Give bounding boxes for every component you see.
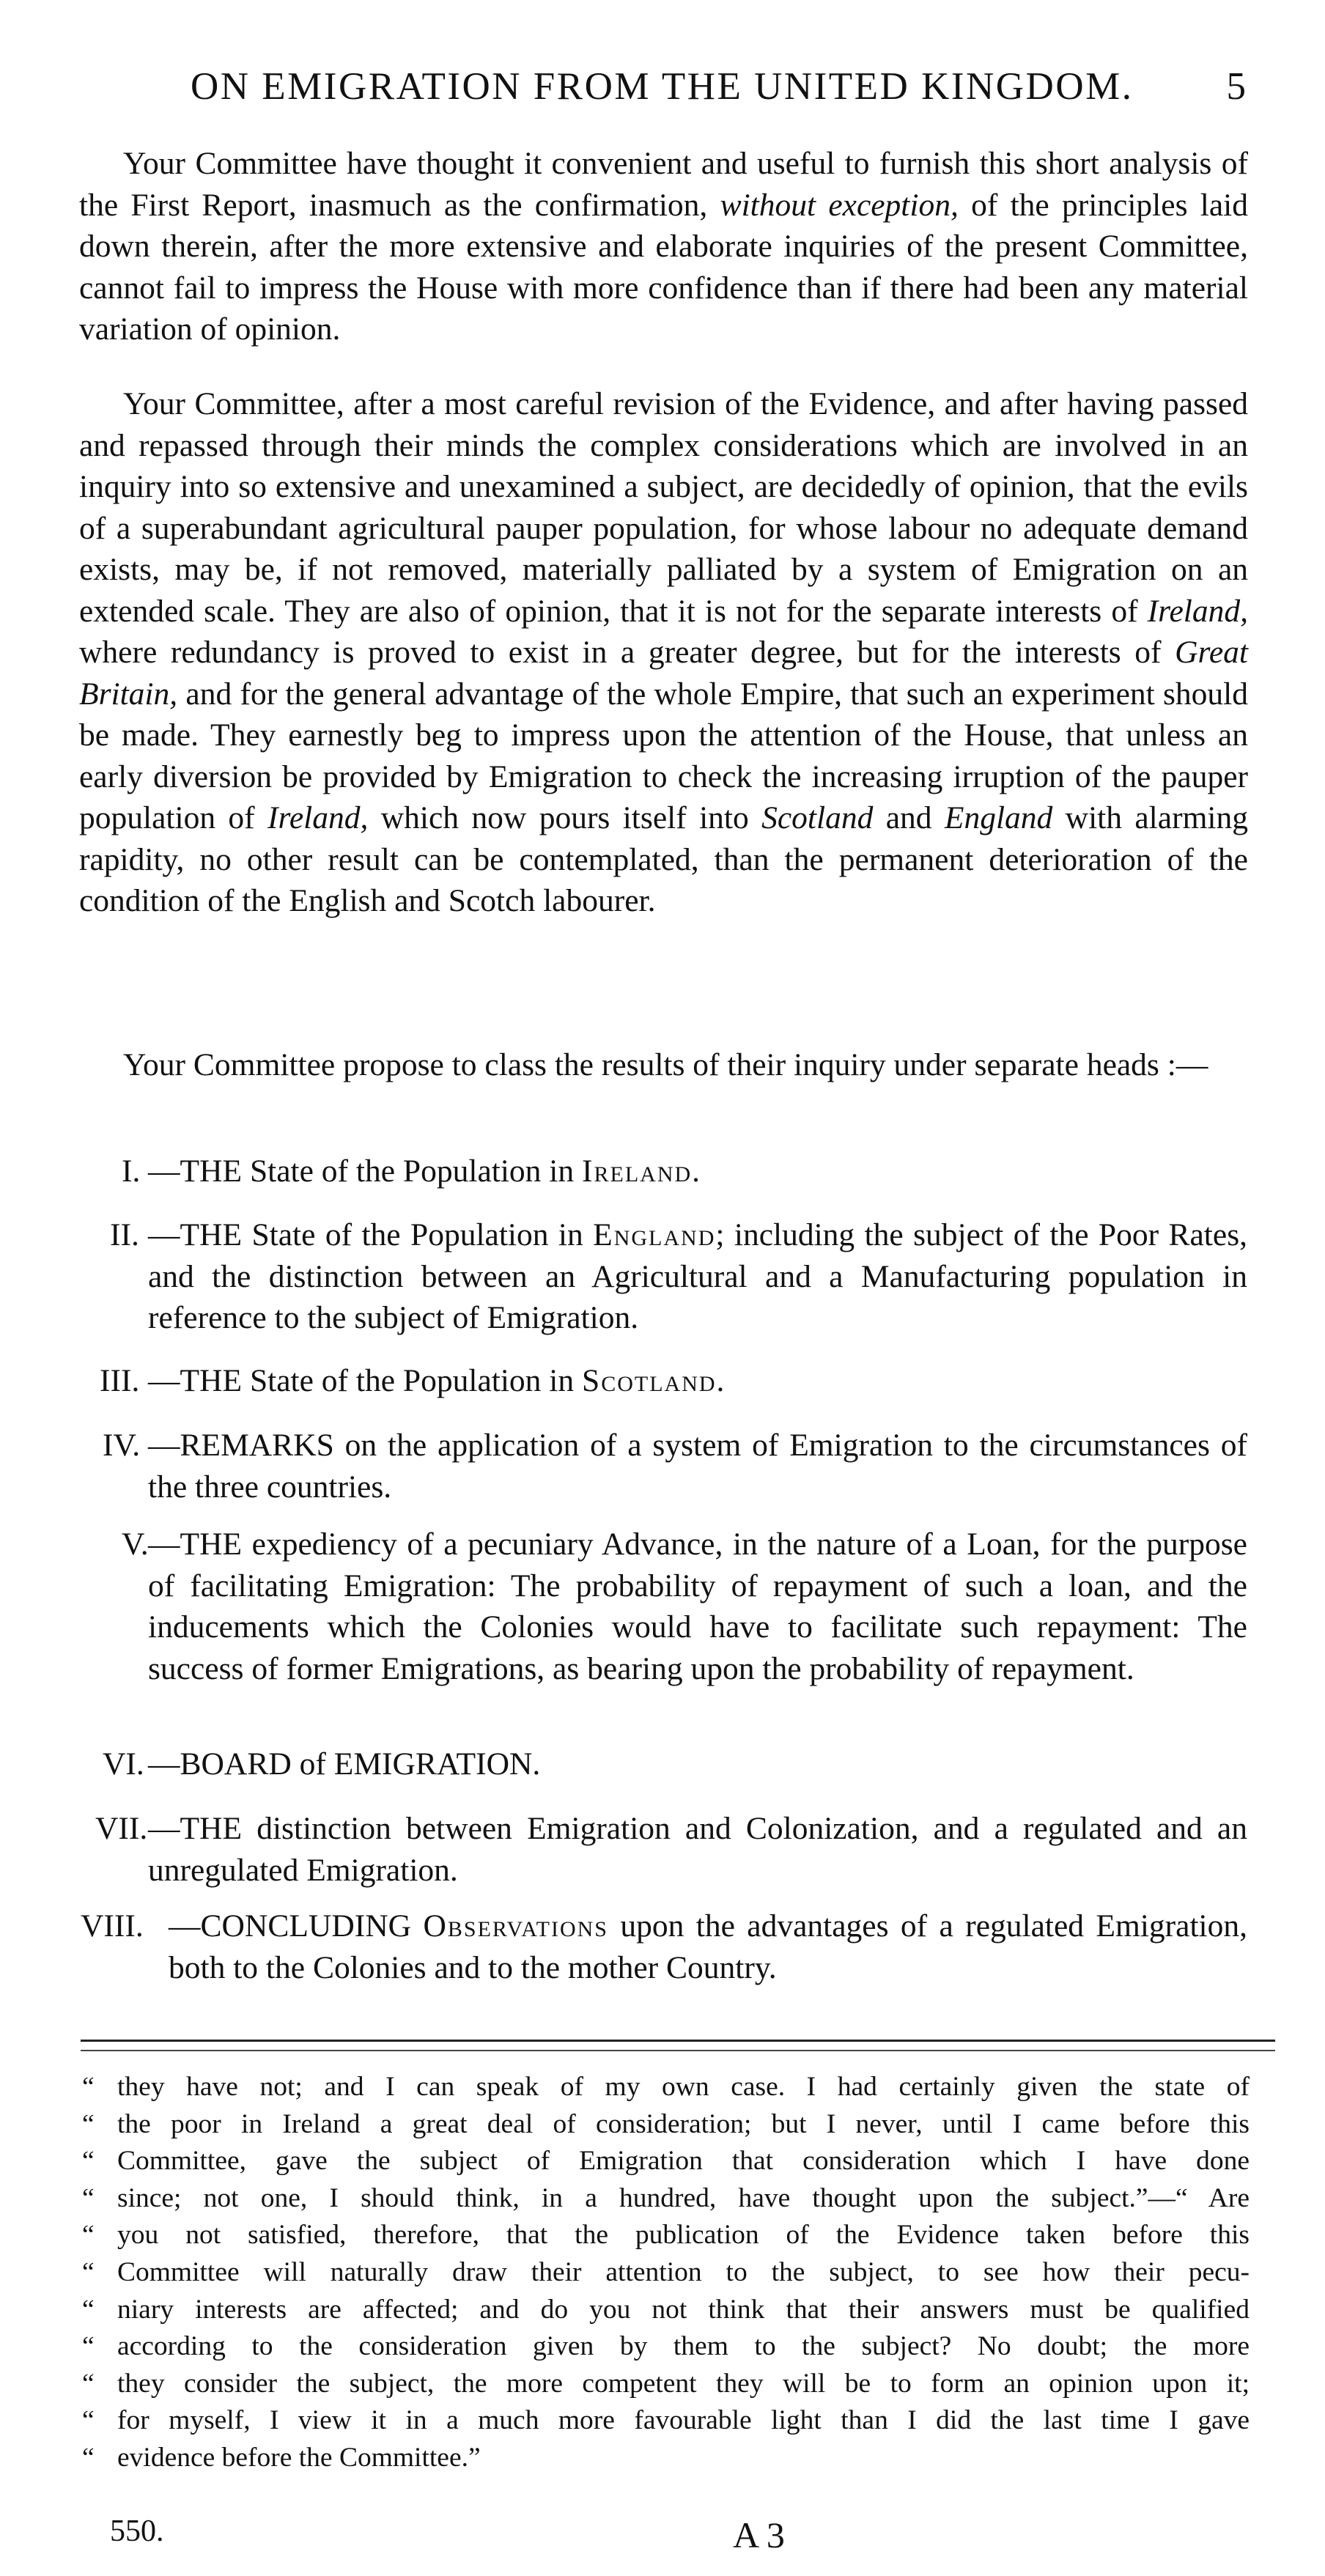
head-lead: —THE (148, 1217, 243, 1252)
head-tail: . (716, 1363, 725, 1398)
footnote-rule (81, 2040, 1275, 2042)
head-numeral: I. (122, 1154, 141, 1189)
footnote-line: “ evidence before the Committee.” (82, 2442, 481, 2473)
head-text (148, 1743, 1247, 1785)
head-body: State of the Population in (242, 1154, 583, 1189)
head-numeral: III. (100, 1363, 140, 1398)
footnote-line: “ for myself, I view it in a much more favourable light than I did the last time I gave (82, 2405, 1250, 2436)
footnote-line: “ they consider the subject, the more competent they will be to form an opinion upon it; (82, 2368, 1250, 2399)
opinion-text-and: and (873, 800, 945, 835)
head-text (119, 1905, 1247, 1988)
head-tail: ; including the subject of the Poor Rates, and the distinction between an Agricultural and a Manufacturing population in reference to the subject of Emigration. (148, 1217, 1248, 1335)
head-body: of EMIGRATION. (291, 1746, 541, 1782)
paragraph-analysis (79, 143, 1248, 350)
signature-mark: A 3 (733, 2514, 785, 2555)
footnote-line: “ niary interests are affected; and do you not think that their answers must be qualified (82, 2294, 1250, 2325)
head-numeral: II. (110, 1217, 139, 1252)
italic-phrase: without exception, (720, 187, 959, 223)
paragraph-analysis-text: Your Committee have thought it convenient and useful to furnish this short analysis of the First Report, inasmuch as the confirmation, (79, 146, 1248, 223)
footnote-line: “ the poor in Ireland a great deal of consideration; but I never, until I came before this (82, 2108, 1250, 2139)
italic-scotland: Scotland (761, 800, 874, 835)
head-text (78, 1524, 1247, 1689)
head-body: on the application of a system of Emigration to the circumstances of the three countries. (148, 1428, 1247, 1505)
head-tail: . (692, 1154, 701, 1189)
heads-intro-text: Your Committee propose to class the results of their inquiry under separate heads :— (123, 1047, 1208, 1082)
printer-signature: 550. (110, 2514, 164, 2548)
italic-england: England (944, 800, 1053, 835)
opinion-text-2: where redundancy is proved to exist in a greater degree, but for the interests of (79, 635, 1175, 670)
opinion-text-1: Your Committee, after a most careful revision of the Evidence, and after having passed and repassed through their minds the complex considerations which are involved in an inquiry into so extensive and unexamined a subject, are decidedly of opinion, that the evils of a superabundant agricultural pauper population, for whose labour no adequate demand exists, may be, if not removed, materially palliated by a system of Emigration on an extended scale. They are also of opinion, that it is not for the separate interests of (79, 386, 1248, 629)
head-text (148, 1151, 1247, 1192)
head-lead: —REMARKS (148, 1428, 334, 1463)
footnote-line: “ you not satisfied, therefore, that the publication of the Evidence taken before this (82, 2220, 1250, 2251)
head-tail: upon the advantages of a regulated Emigration, both to the Colonies and to the mother Country. (169, 1908, 1248, 1985)
footnote (82, 2069, 1250, 2477)
head-small-caps: England (593, 1217, 716, 1252)
paragraph-opinion (79, 383, 1248, 922)
head-body (411, 1908, 423, 1944)
italic-ireland: Ireland, (1147, 593, 1248, 629)
head-numeral: V. (122, 1527, 149, 1562)
italic-great-britain: Great Britain, (79, 635, 1248, 712)
footnote-line: “ since; not one, I should think, in a hundred, have thought upon the subject.”—“ Are (82, 2182, 1250, 2213)
head-lead: —BOARD (148, 1746, 292, 1782)
head-lead: —THE (148, 1527, 243, 1562)
head-lead: —THE (148, 1811, 243, 1846)
head-lead: —THE (148, 1363, 243, 1398)
italic-ireland-2: Ireland, (267, 800, 369, 835)
head-text (78, 1425, 1247, 1507)
footnote-line: “ according to the consideration given by them to the subject? No doubt; the more (82, 2331, 1250, 2362)
page-number: 5 (1226, 65, 1246, 108)
head-text (148, 1360, 1247, 1402)
footnote-line: “ they have not; and I can speak of my own case. I had certainly given the state of (82, 2072, 1250, 2102)
head-text (78, 1214, 1247, 1339)
head-body: distinction between Emigration and Colonization, and a regulated and an unregulated Emigration. (148, 1811, 1247, 1888)
head-text (78, 1808, 1247, 1891)
running-head: ON EMIGRATION FROM THE UNITED KINGDOM. (191, 65, 1134, 108)
head-numeral: VI. (103, 1746, 144, 1782)
head-small-caps: Ireland (582, 1154, 693, 1189)
footnote-line: “ Committee will naturally draw their attention to the subject, to see how their pecu- (82, 2256, 1250, 2287)
paragraph-analysis-text-end: of the principles laid down therein, after the more extensive and elaborate inquiries of the present Committee, cannot fail to impress the House with more confidence than if there had been any material variation of opinion. (79, 187, 1248, 347)
head-lead: —THE (148, 1154, 243, 1189)
head-small-caps: Scotland (582, 1363, 717, 1398)
opinion-text-3: and for the general advantage of the whole Empire, that such an experiment should be made. They earnestly beg to impress upon the attention of the House, that unless an early diversion be provided by Emigration to check the increasing irruption of the pauper population of (79, 676, 1248, 835)
head-numeral: IV. (103, 1428, 141, 1463)
paragraph-heads-intro (79, 1044, 1248, 1086)
head-numeral: VIII. (81, 1908, 144, 1944)
footnote-line: “ Committee, gave the subject of Emigration that consideration which I have done (82, 2146, 1250, 2177)
opinion-text-5: with alarming rapidity, no other result can be contemplated, than the permanent deterioration of the condition of the English and Scotch labourer. (79, 800, 1248, 918)
page-header (110, 64, 1246, 116)
head-body: expediency of a pecuniary Advance, in the nature of a Loan, for the purpose of facilitating Emigration: The probability of repayment of such a loan, and the inducements which the Colonies would have to facilitate such repayment: The success of former Emigrations, as bearing upon the probability of repayment. (148, 1527, 1247, 1686)
head-lead: —CONCLUDING (169, 1908, 412, 1944)
footnote-rule-thin (81, 2050, 1275, 2051)
head-body: State of the Population in (242, 1363, 583, 1398)
opinion-text-4: which now pours itself into (368, 800, 762, 835)
head-body: State of the Population in (242, 1217, 594, 1252)
head-numeral: VII. (95, 1811, 148, 1846)
head-small-caps: Observations (423, 1908, 608, 1944)
